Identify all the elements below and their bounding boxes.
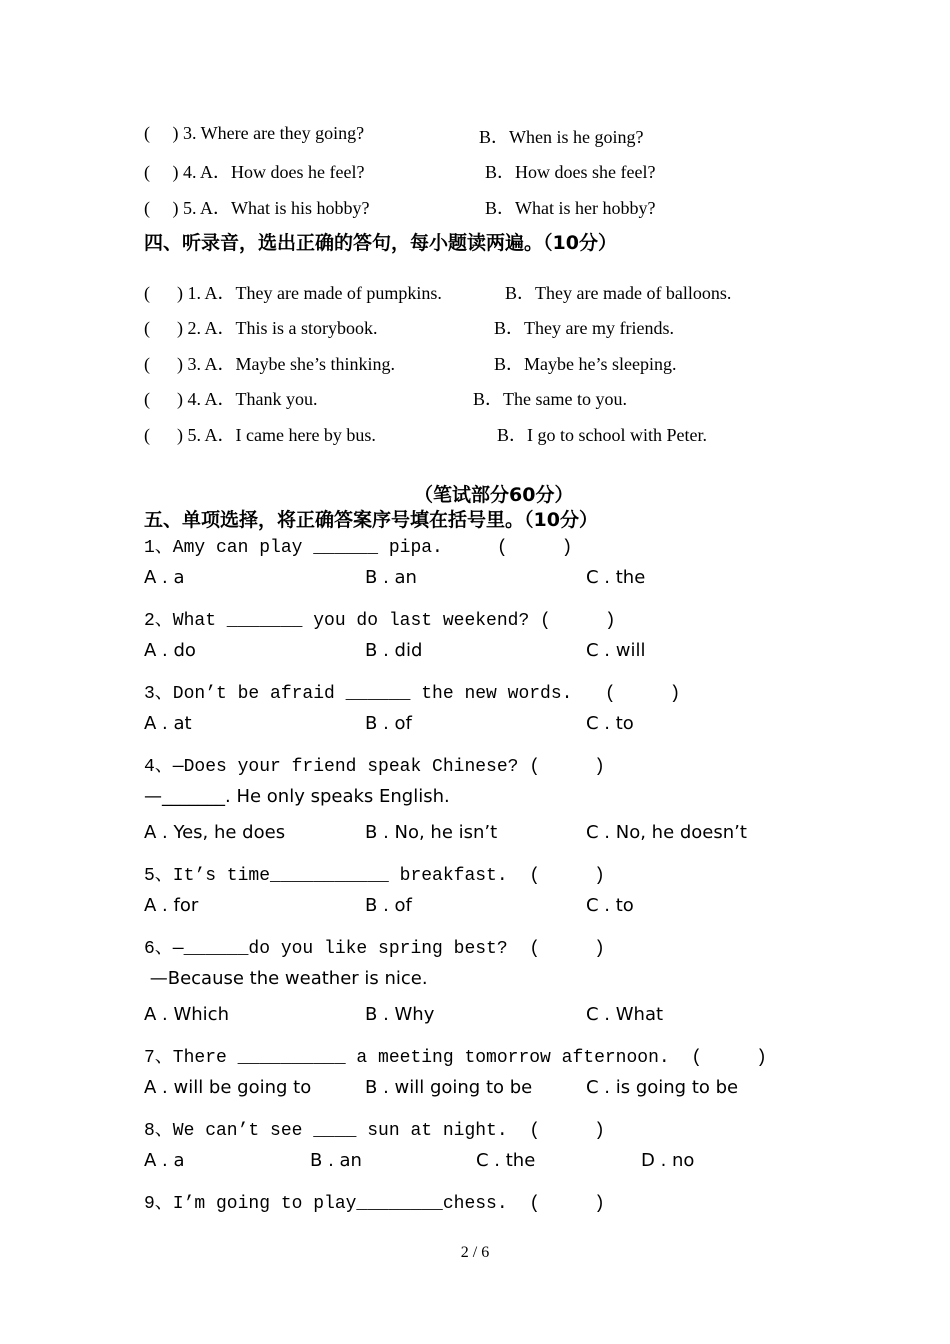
question-4: 4、—Does your friend speak Chinese? ( ) — [144, 757, 605, 777]
page-number: 2 / 6 — [460, 1244, 490, 1261]
question-4-option-b: B . No, he isn’t — [365, 822, 498, 843]
question-8-option-a: A . a — [144, 1150, 185, 1171]
section-4-item-1-right: B．They are made of balloons. — [505, 283, 732, 303]
question-6-option-a: A . Which — [144, 1004, 229, 1025]
listening-item-5-left: ( ) 5. A．What is his hobby? — [144, 198, 370, 218]
question-1: 1、Amy can play ______ pipa. ( ) — [144, 538, 573, 558]
question-2-option-b: B . did — [365, 640, 423, 661]
question-6-option-b: B . Why — [365, 1004, 435, 1025]
question-7-option-b: B . will going to be — [365, 1077, 533, 1098]
question-1-option-c: C . the — [586, 567, 646, 588]
section-4-item-2-right: B．They are my friends. — [494, 318, 674, 338]
question-5-option-a: A . for — [144, 895, 199, 916]
question-6: 6、—______do you like spring best? ( ) — [144, 939, 605, 959]
question-6-option-c: C . What — [586, 1004, 664, 1025]
question-9: 9、I’m going to play________chess. ( ) — [144, 1194, 605, 1214]
question-8-option-c: C . the — [476, 1150, 536, 1171]
question-3-option-b: B . of — [365, 713, 412, 734]
written-part-title: （笔试部分60分） — [414, 484, 574, 506]
question-8: 8、We can’t see ____ sun at night. ( ) — [144, 1121, 605, 1141]
listening-item-5-right: B．What is her hobby? — [485, 198, 656, 218]
section-4-item-4-right: B．The same to you. — [473, 389, 627, 409]
question-1-option-a: A . a — [144, 567, 185, 588]
listening-item-4-right: B．How does she feel? — [485, 162, 656, 182]
question-3-option-a: A . at — [144, 713, 192, 734]
question-7-option-a: A . will be going to — [144, 1077, 312, 1098]
question-8-option-d: D . no — [641, 1150, 695, 1171]
question-3-option-c: C . to — [586, 713, 634, 734]
section-4-item-2-left: ( ) 2. A．This is a storybook. — [144, 318, 378, 338]
question-7: 7、There __________ a meeting tomorrow afternoon. ( ) — [144, 1048, 767, 1068]
section-4-item-1-left: ( ) 1. A．They are made of pumpkins. — [144, 283, 442, 303]
listening-item-4-left: ( ) 4. A．How does he feel? — [144, 162, 365, 182]
question-5-option-c: C . to — [586, 895, 634, 916]
question-2-option-c: C . will — [586, 640, 646, 661]
question-6-dialogue: —Because the weather is nice. — [144, 968, 428, 989]
question-2-option-a: A . do — [144, 640, 196, 661]
question-4-option-c: C . No, he doesn’t — [586, 822, 747, 843]
question-2: 2、What _______ you do last weekend? ( ) — [144, 611, 616, 631]
section-4-item-4-left: ( ) 4. A．Thank you. — [144, 389, 318, 409]
question-4-option-a: A . Yes, he does — [144, 822, 286, 843]
listening-item-3-right: B．When is he going? — [479, 127, 644, 147]
section-4-item-5-left: ( ) 5. A．I came here by bus. — [144, 425, 376, 445]
question-3: 3、Don’t be afraid ______ the new words. ( ) — [144, 684, 681, 704]
section-5-title: 五、单项选择，将正确答案序号填在括号里。（10分） — [144, 509, 598, 531]
listening-item-3-left: ( ) 3. Where are they going? — [144, 123, 365, 143]
section-4-item-3-right: B．Maybe he’s sleeping. — [494, 354, 677, 374]
question-7-option-c: C . is going to be — [586, 1077, 739, 1098]
section-4-item-5-right: B．I go to school with Peter. — [497, 425, 707, 445]
section-4-item-3-left: ( ) 3. A．Maybe she’s thinking. — [144, 354, 395, 374]
question-8-option-b: B . an — [310, 1150, 362, 1171]
section-4-title: 四、听录音，选出正确的答句，每小题读两遍。（10分） — [144, 232, 617, 254]
question-5-option-b: B . of — [365, 895, 412, 916]
question-5: 5、It’s time___________ breakfast. ( ) — [144, 866, 605, 886]
question-1-option-b: B . an — [365, 567, 417, 588]
question-4-dialogue: —_______. He only speaks English. — [144, 786, 450, 807]
